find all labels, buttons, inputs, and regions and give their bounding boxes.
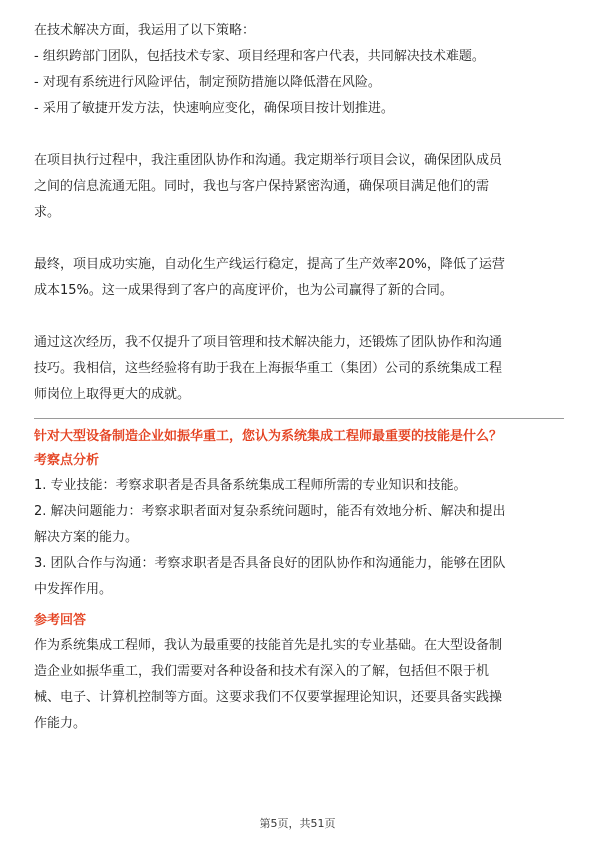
answer-line: 作能力。 — [34, 716, 87, 731]
result-line: 最终，项目成功实施，自动化生产线运行稳定，提高了生产效率20%，降低了运营 — [34, 257, 505, 272]
page-number: 第5页，共51页 — [259, 817, 336, 830]
teamwork-line: 在项目执行过程中，我注重团队协作和沟通。我定期举行项目会议，确保团队成员 — [34, 153, 503, 168]
growth-line: 通过这次经历，我不仅提升了项目管理和技术解决能力，还锻炼了团队协作和沟通 — [34, 335, 503, 350]
paragraph-gap — [34, 304, 564, 330]
strategy-intro: 在技术解决方面，我运用了以下策略： — [34, 23, 256, 38]
section-divider — [34, 418, 564, 419]
answer-line: 作为系统集成工程师，我认为最重要的技能首先是扎实的专业基础。在大型设备制 — [34, 638, 503, 653]
strategy-item: - 采用了敏捷开发方法，快速响应变化，确保项目按计划推进。 — [34, 101, 394, 116]
analysis-item: 3. 团队合作与沟通：考察求职者是否具备良好的团队协作和沟通能力，能够在团队 — [34, 556, 506, 571]
page-content — [34, 18, 564, 737]
answer-line: 造企业如振华重工，我们需要对各种设备和技术有深入的了解，包括但不限于机 — [34, 664, 490, 679]
strategy-item: - 对现有系统进行风险评估，制定预防措施以降低潜在风险。 — [34, 75, 381, 90]
answer-line: 械、电子、计算机控制等方面。这要求我们不仅要掌握理论知识，还要具备实践操 — [34, 690, 503, 705]
paragraph-gap — [34, 226, 564, 252]
result-line: 成本15%。这一成果得到了客户的高度评价，也为公司赢得了新的合同。 — [34, 283, 453, 298]
growth-line: 师岗位上取得更大的成就。 — [34, 387, 191, 402]
interview-question: 针对大型设备制造企业如振华重工，您认为系统集成工程师最重要的技能是什么？ — [34, 429, 503, 444]
teamwork-line: 之间的信息流通无阻。同时，我也与客户保持紧密沟通，确保项目满足他们的需 — [34, 179, 490, 194]
growth-line: 技巧。我相信，这些经验将有助于我在上海振华重工（集团）公司的系统集成工程 — [34, 361, 503, 376]
analysis-heading: 考察点分析 — [34, 453, 100, 468]
teamwork-line: 求。 — [34, 205, 61, 220]
strategy-item: - 组织跨部门团队，包括技术专家、项目经理和客户代表，共同解决技术难题。 — [34, 49, 485, 64]
paragraph-gap — [34, 122, 564, 148]
analysis-item: 1. 专业技能：考察求职者是否具备系统集成工程师所需的专业知识和技能。 — [34, 478, 467, 493]
analysis-item-continued: 解决方案的能力。 — [34, 530, 139, 545]
answer-heading: 参考回答 — [34, 613, 87, 628]
analysis-item-continued: 中发挥作用。 — [34, 582, 113, 597]
analysis-item: 2. 解决问题能力：考察求职者面对复杂系统问题时，能否有效地分析、解决和提出 — [34, 504, 506, 519]
